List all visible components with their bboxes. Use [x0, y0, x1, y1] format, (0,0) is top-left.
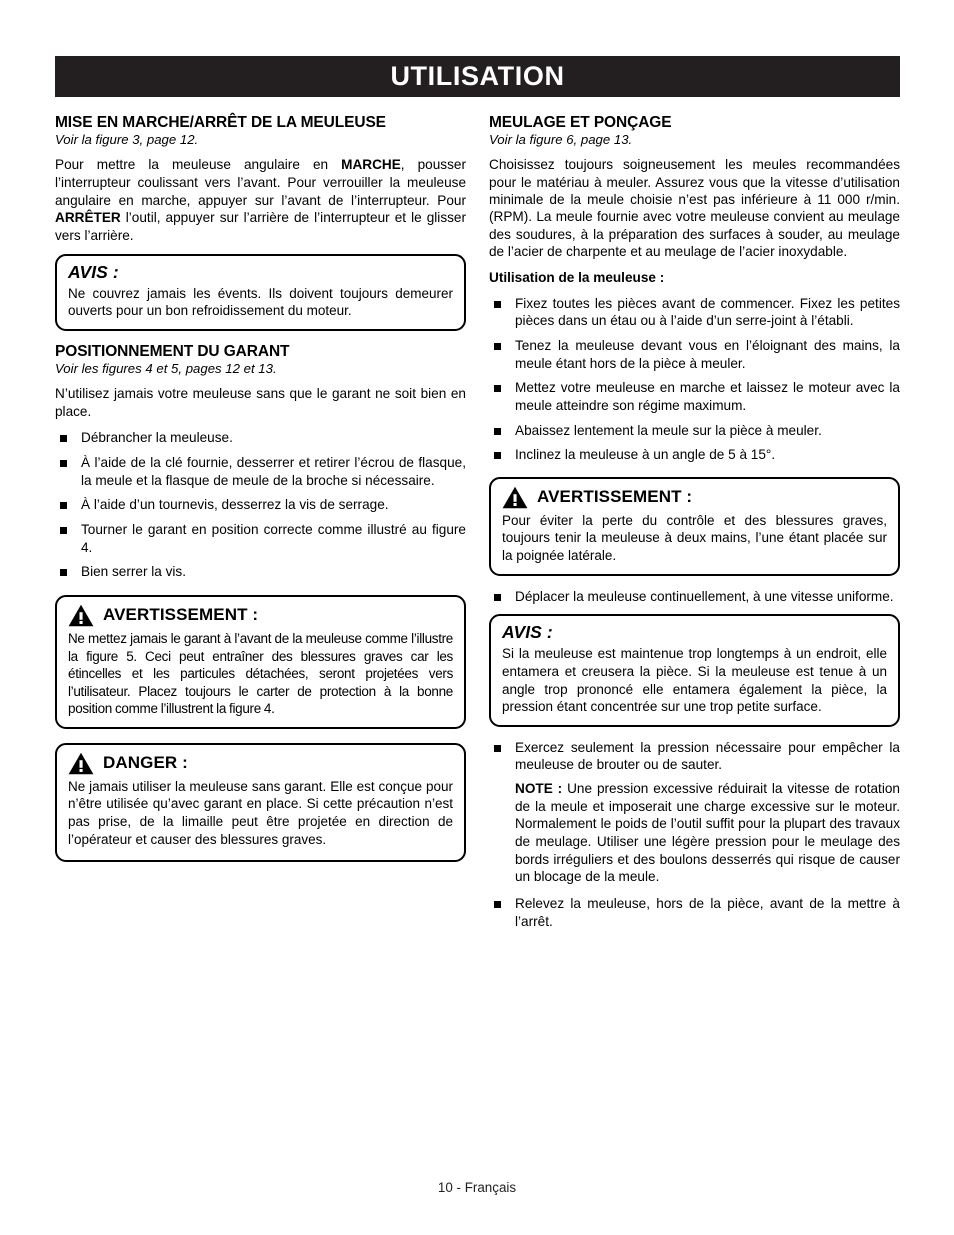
list-item-text: À l’aide d’un tournevis, desserrez la vis de serrage.	[81, 497, 389, 513]
list-item-text: Exercez seulement la pression nécessaire pour empêcher la meuleuse de brouter ou de sauter.	[515, 739, 900, 773]
danger-box-garant	[55, 743, 466, 862]
warning-label: AVERTISSEMENT :	[103, 605, 259, 625]
right-column	[489, 114, 900, 939]
section-title-meulage-poncage: MEULAGE ET PONÇAGE	[489, 114, 672, 131]
bullet-square-icon	[60, 460, 67, 467]
notice-label: AVIS :	[68, 261, 119, 282]
page-title: UTILISATION	[390, 61, 565, 91]
emphasis-text: ARRÊTER	[55, 210, 121, 226]
list-item-text: Abaissez lentement la meule sur la pièce à meuler.	[515, 422, 822, 438]
plain-text: Pour mettre la meuleuse angulaire en	[55, 157, 342, 173]
list-item	[489, 337, 900, 372]
bullet-list-deplacer	[489, 588, 900, 606]
warning-label: AVERTISSEMENT :	[537, 487, 693, 507]
section-title-positionnement-garant: POSITIONNEMENT DU GARANT	[55, 342, 290, 360]
list-item	[55, 521, 466, 556]
note-label: NOTE :	[515, 781, 563, 796]
danger-text: Ne jamais utiliser la meuleuse sans garant. Elle est conçue pour n’être utilisée qu’avec garant en place. Si cette précaution n’est pas prise, de la limaille peut être projetée en direction de l’opérateur et causer des blessures graves.	[68, 778, 453, 847]
bullet-square-icon	[494, 452, 501, 459]
paragraph-meulage-intro: Choisissez toujours soigneusement les meules recommandées pour le matériau à meuler. Assurez vous que la vitesse d’utilisation minimale de la meule choisie n’est pas inférieure à 11 000 r/min. (RPM). La meule fournie avec votre meuleuse convient au meulage des soudures, à la préparation des surfaces à souder, au meulage de l’acier de charpente et au meulage de l’acier inoxydable.	[489, 157, 900, 260]
bullet-square-icon	[494, 301, 501, 308]
bullet-square-icon	[494, 343, 501, 350]
paragraph-positionnement-intro: N’utilisez jamais votre meuleuse sans que le garant ne soit bien en place.	[55, 386, 466, 419]
list-item-text: Mettez votre meuleuse en marche et laissez le moteur avec la meule atteindre son régime maximum.	[515, 380, 900, 413]
emphasis-text: MARCHE	[341, 157, 401, 173]
footer-page-number: 10 - Français	[437, 1180, 517, 1195]
list-item-text: Inclinez la meuleuse à un angle de 5 à 15°.	[515, 447, 776, 463]
warning-box-garant	[55, 595, 466, 729]
bullet-square-icon	[494, 745, 501, 752]
bullet-square-icon	[494, 594, 501, 601]
plain-text: l’outil, appuyer sur l’arrière de l’interrupteur et le glisser vers l’arrière.	[55, 210, 466, 243]
warning-text: Ne mettez jamais le garant à l’avant de la meuleuse comme l’illustre la figure 5. Ceci peut entraîner des blessures graves car les étincelles et les particules détachées, seront projetées vers l’utilisateur. Placez toujours le carter de protection à la bonne position comme l’illustrent la figure 4.	[68, 631, 453, 717]
bullet-list-pression	[489, 739, 900, 774]
list-item	[55, 454, 466, 489]
warning-triangle-icon	[502, 486, 528, 509]
notice-text: Ne couvrez jamais les évents. Ils doivent toujours demeurer ouverts pour un bon refroidissement du moteur.	[68, 285, 453, 319]
warning-header	[502, 486, 887, 509]
warning-triangle-icon	[68, 604, 94, 627]
bullet-square-icon	[60, 527, 67, 534]
warning-box-deux-mains	[489, 477, 900, 576]
section-reference-mise-en-marche: Voir la figure 3, page 12.	[55, 132, 199, 148]
left-column	[55, 114, 466, 874]
warning-header	[68, 604, 453, 627]
bullet-square-icon	[60, 502, 67, 509]
bullet-list-utilisation	[489, 295, 900, 464]
list-item-text: Bien serrer la vis.	[81, 564, 187, 580]
note-pression	[489, 780, 900, 886]
bullet-square-icon	[60, 569, 67, 576]
list-item-text: Tourner le garant en position correcte comme illustré au figure 4.	[81, 522, 466, 555]
notice-box-avis-events	[55, 254, 466, 331]
list-item	[489, 739, 900, 774]
list-item-text: Déplacer la meuleuse continuellement, à une vitesse uniforme.	[515, 588, 894, 604]
bullet-list-positionnement	[55, 429, 466, 581]
danger-header	[68, 752, 453, 775]
list-item	[55, 429, 466, 447]
warning-triangle-icon	[68, 752, 94, 775]
page-header-banner	[55, 56, 900, 97]
list-item-text: Fixez toutes les pièces avant de commencer. Fixez les petites pièces dans un étau ou à l’aide d’un serre-joint à l’établi.	[515, 295, 900, 329]
list-item	[55, 563, 466, 581]
plain-text: , pousser l’interrupteur coulissant vers l’avant. Pour verrouiller la meuleuse angulaire en marche, appuyer sur l’avant de l’interrupteur. Pour	[55, 157, 466, 208]
bullet-square-icon	[494, 428, 501, 435]
notice-header	[502, 623, 887, 642]
warning-text: Pour éviter la perte du contrôle et des blessures graves, toujours tenir la meuleuse à deux mains, l’une étant placée sur la poignée latérale.	[502, 512, 887, 563]
list-item-text: Tenez la meuleuse devant vous en l’éloignant des mains, la meule étant hors de la pièce à meuler.	[515, 337, 900, 371]
page-footer	[0, 1180, 954, 1195]
list-item	[489, 379, 900, 414]
note-text: Une pression excessive réduirait la vitesse de rotation de la meule et imposerait une charge excessive sur le moteur. Normalement le poids de l’outil suffit pour la plupart des travaux de meulage. Utiliser une légère pression pour le meulage des bords irréguliers et des boulons desserrés qui risque de causer un blocage de la meule.	[515, 781, 900, 885]
notice-text: Si la meuleuse est maintenue trop longtemps à un endroit, elle entamera et creusera la pièce. Si la meuleuse est tenue à un angle trop prononcé elle entamera également la pièce, la pression étant concentrée sur une trop petite surface.	[502, 646, 887, 715]
subhead-utilisation-meuleuse: Utilisation de la meuleuse :	[489, 269, 665, 285]
list-item-text: Relevez la meuleuse, hors de la pièce, avant de la mettre à l’arrêt.	[515, 896, 900, 929]
list-item	[489, 446, 900, 464]
notice-box-avis-meulage	[489, 614, 900, 726]
bullet-square-icon	[494, 385, 501, 392]
list-item	[55, 496, 466, 514]
paragraph-mise-en-marche	[55, 156, 466, 244]
section-reference-meulage-poncage: Voir la figure 6, page 13.	[489, 132, 633, 148]
list-item-text: Débrancher la meuleuse.	[81, 430, 233, 446]
danger-label: DANGER :	[103, 753, 188, 773]
bullet-list-relevez	[489, 895, 900, 930]
list-item	[489, 295, 900, 330]
list-item	[489, 422, 900, 440]
list-item	[489, 895, 900, 930]
bullet-square-icon	[60, 435, 67, 442]
list-item	[489, 588, 900, 606]
notice-label: AVIS :	[502, 622, 553, 643]
bullet-square-icon	[494, 901, 501, 908]
list-item-text: À l’aide de la clé fournie, desserrer et retirer l’écrou de flasque, la meule et la flasque de meule de la broche si nécessaire.	[81, 455, 466, 488]
section-reference-positionnement-garant: Voir les figures 4 et 5, pages 12 et 13.	[55, 361, 277, 377]
section-title-mise-en-marche: MISE EN MARCHE/ARRÊT DE LA MEULEUSE	[55, 114, 386, 131]
notice-header	[68, 263, 453, 282]
